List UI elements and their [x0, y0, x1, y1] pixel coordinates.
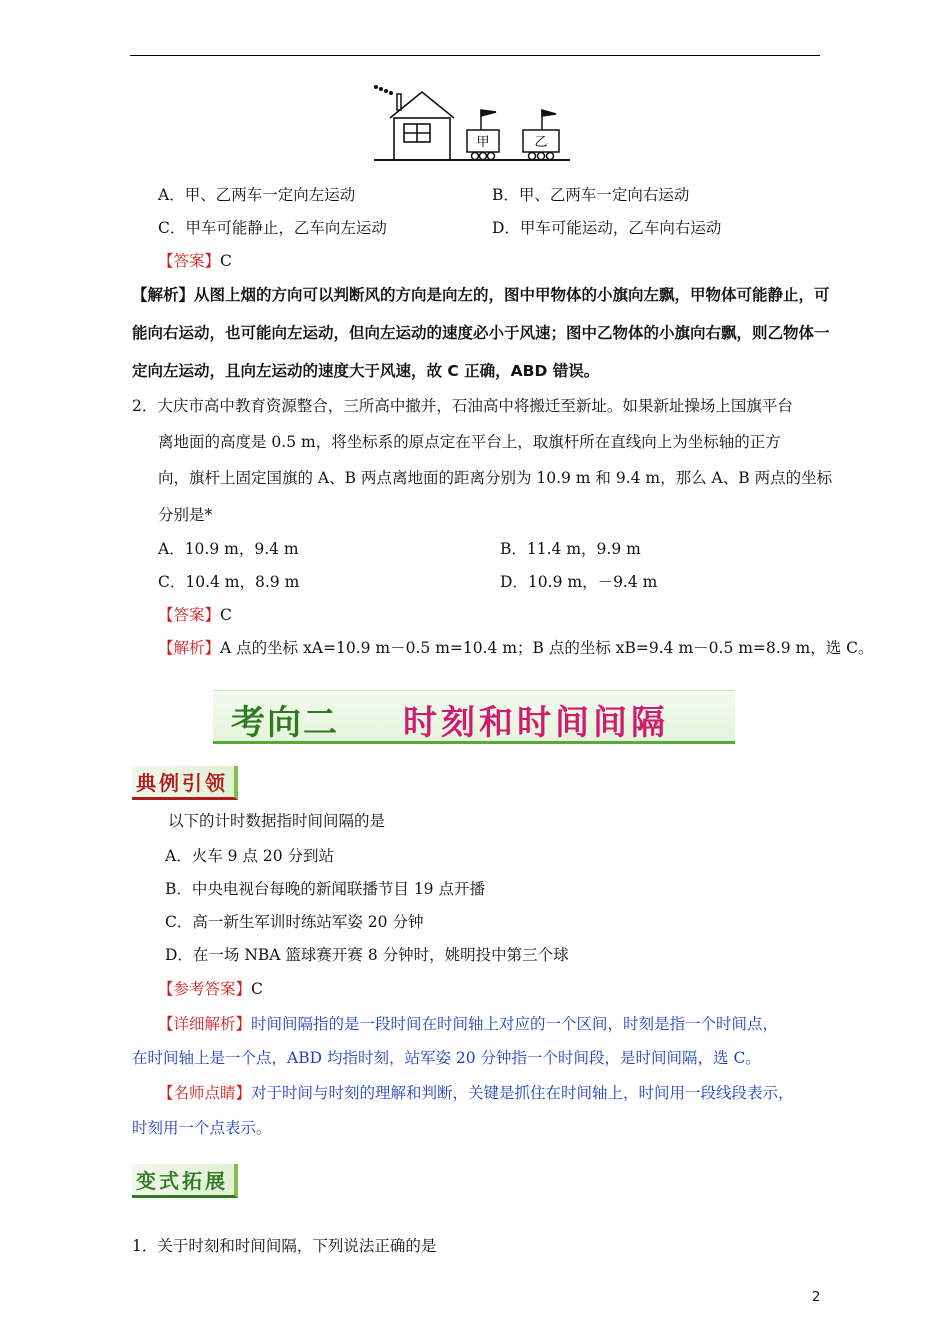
example-stem: 以下的计时数据指时间间隔的是: [168, 812, 386, 830]
answer-value: C: [251, 980, 263, 998]
q1-explain-line-2: 能向右运动，也可能向左运动，但向左运动的速度必小于风速；图中乙物体的小旗向右飘，则乙物体一: [132, 324, 830, 342]
example-option-b: B．中央电视台每晚的新闻联播节目 19 点开播: [165, 880, 485, 898]
q1-answer: [158, 251, 232, 271]
q2-option-d: D．10.9 m，－9.4 m: [500, 573, 658, 591]
next-question: 1．关于时刻和时间间隔，下列说法正确的是: [132, 1237, 437, 1255]
answer-label: 【答案】: [158, 606, 221, 624]
tag-typical-example: 典例引领: [132, 766, 238, 800]
header-rule: [130, 55, 820, 56]
example-answer: [158, 979, 263, 999]
q1-explain-line-3: 定向左运动，且向左运动的速度大于风速，故 C 正确，ABD 错误。: [132, 362, 600, 380]
tip-label: 【名师点睛】: [158, 1084, 252, 1102]
q2-option-c: C．10.4 m，8.9 m: [158, 573, 300, 591]
answer-value: C: [220, 252, 232, 270]
smoke-icon: [374, 85, 393, 95]
q2-stem-line-2: 离地面的高度是 0.5 m，将坐标系的原点定在平台上，取旗杆所在直线向上为坐标轴的正方: [158, 433, 781, 451]
answer-value: C: [220, 606, 232, 624]
example-option-c: C．高一新生军训时练站军姿 20 分钟: [165, 913, 424, 931]
explain-label: 【解析】: [158, 639, 221, 657]
example-detail-line-2: 在时间轴上是一个点，ABD 均指时刻，站军姿 20 分钟指一个时间段，是时间间隔，选 C。: [132, 1049, 761, 1067]
example-detail-line-1: 【详细解析】时间间隔指的是一段时间在时间轴上对应的一个区间，时刻是指一个时间点，: [158, 1015, 779, 1033]
example-tip-line-1: 【名师点睛】对于时间与时刻的理解和判断，关键是抓住在时间轴上，时间用一段线段表示，: [158, 1084, 794, 1102]
page-number: 2: [812, 1290, 821, 1305]
example-option-d: D．在一场 NBA 篮球赛开赛 8 分钟时，姚明投中第三个球: [165, 946, 569, 964]
q2-option-a: A．10.9 m，9.4 m: [158, 540, 299, 558]
q1-option-b: B．甲、乙两车一定向右运动: [492, 186, 690, 204]
q1-option-a: A．甲、乙两车一定向左运动: [158, 186, 356, 204]
q2-explain: 【解析】A 点的坐标 xA=10.9 m－0.5 m=10.4 m；B 点的坐标 xB=9.4 m－0.5 m=8.9 m，选 C。: [158, 639, 874, 657]
q2-stem-line-4: 分别是*: [158, 506, 213, 524]
detail-label: 【详细解析】: [158, 1015, 252, 1033]
q1-explain-line-1: 【解析】从图上烟的方向可以判断风的方向是向左的，图中甲物体的小旗向左飘，甲物体可能静止，可: [132, 286, 830, 304]
tag-variant-extension: 变式拓展: [132, 1164, 238, 1198]
answer-label: 【答案】: [158, 252, 221, 270]
cart-yi-label: 乙: [534, 135, 548, 150]
q1-option-d: D．甲车可能运动，乙车向右运动: [492, 219, 722, 237]
q1-option-c: C．甲车可能静止，乙车向左运动: [158, 219, 387, 237]
section-banner: [213, 690, 735, 744]
q2-answer: [158, 605, 232, 625]
q2-option-b: B．11.4 m，9.9 m: [500, 540, 641, 558]
banner-right-text: 时刻和时间间隔: [403, 703, 669, 743]
example-tip-line-2: 时刻用一个点表示。: [132, 1119, 272, 1137]
cart-jia-label: 甲: [476, 135, 490, 150]
q2-stem-line-3: 向，旗杆上固定国旗的 A、B 两点离地面的距离分别为 10.9 m 和 9.4 m，那么 A、B 两点的坐标: [158, 469, 833, 487]
example-option-a: A．火车 9 点 20 分到站: [165, 847, 334, 865]
reference-answer-label: 【参考答案】: [158, 980, 252, 998]
explain-label: 【解析】: [132, 286, 195, 304]
house-carts-figure: [370, 80, 580, 166]
banner-left-text: 考向二: [231, 703, 339, 743]
q2-stem-line-1: 2．大庆市高中教育资源整合，三所高中撤并，石油高中将搬迁至新址。如果新址操场上国旗平台: [132, 397, 793, 415]
